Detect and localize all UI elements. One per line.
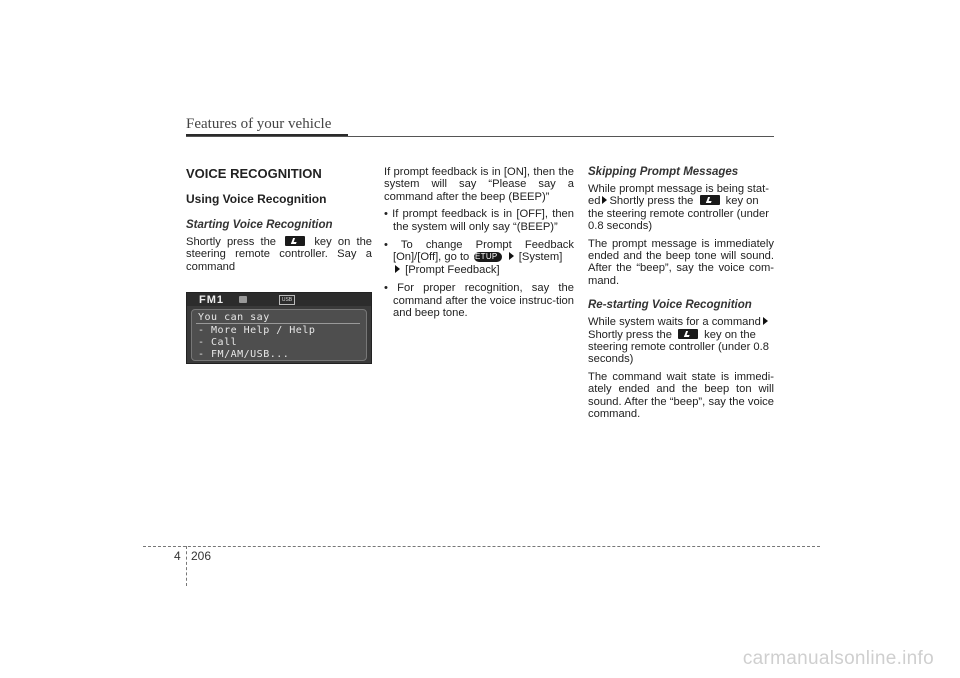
arrow-right-icon xyxy=(509,252,514,260)
restarting-result-paragraph: The command wait state is immedi-ately ended and the beep ton will sound. After the “beep”, say the voice command. xyxy=(588,370,774,421)
arrow-right-icon xyxy=(602,196,607,204)
topic-heading-starting: Starting Voice Recognition xyxy=(186,219,333,231)
column-1 xyxy=(186,166,372,278)
text-fragment: Shortly press the xyxy=(609,195,694,208)
footer-rule xyxy=(143,546,820,547)
watermark: carmanualsonline.info xyxy=(742,648,934,669)
text-fragment: [Prompt Feedback] xyxy=(405,263,500,276)
display-screen-image xyxy=(186,292,372,364)
bullet-item: • For proper recognition, say the command after the voice instruc-tion and beep tone. xyxy=(384,282,574,320)
text-fragment: Shortly press the xyxy=(186,236,277,248)
starting-paragraph xyxy=(186,236,372,273)
text-fragment: While prompt message is being stat-ed xyxy=(588,183,769,208)
screen-band-label: FM1 xyxy=(199,294,224,306)
screen-divider xyxy=(196,323,360,324)
prompt-feedback-paragraph: If prompt feedback is in [ON], then the system will say “Please say a command after the beep (BEEP)” xyxy=(384,166,574,203)
page-header-title: Features of your vehicle xyxy=(186,116,332,132)
arrow-right-icon xyxy=(395,265,400,273)
subsection-heading: Using Voice Recognition xyxy=(186,192,327,206)
column-3 xyxy=(588,166,774,426)
bullet-item: • If prompt feedback is in [OFF], then the system will only say “(BEEP)” xyxy=(384,208,574,233)
text-fragment: key on the steering remote controller (under 0.8 seconds) xyxy=(588,195,769,233)
screen-message-panel xyxy=(191,309,367,361)
text-fragment: • To change Prompt Feedback [On]/[Off], go to xyxy=(384,239,574,264)
text-fragment: While system waits for a command xyxy=(588,316,761,329)
section-heading: VOICE RECOGNITION xyxy=(186,166,322,181)
screen-line: You can say xyxy=(198,312,270,323)
screen-line: - Call xyxy=(198,337,238,348)
column-2 xyxy=(384,166,574,325)
footer-vertical-rule xyxy=(186,546,187,586)
header-rule xyxy=(186,136,774,137)
talk-key-icon xyxy=(678,329,698,339)
restarting-paragraph xyxy=(588,316,774,366)
screen-line: - FM/AM/USB... xyxy=(198,349,290,360)
skipping-paragraph xyxy=(588,183,774,233)
text-fragment: Shortly press the xyxy=(588,328,672,341)
chapter-number: 4 xyxy=(174,549,181,563)
page-number: 206 xyxy=(191,549,212,563)
skipping-result-paragraph: The prompt message is immediately ended and the beep tone will sound. After the “beep”, say the voice com-mand. xyxy=(588,237,774,287)
text-fragment: key on the steering remote controller. Say a command xyxy=(186,236,373,273)
topic-heading-restarting: Re-starting Voice Recognition xyxy=(588,299,752,312)
bullet-item xyxy=(384,239,574,276)
screen-status-icon xyxy=(239,296,247,303)
topic-heading-skipping: Skipping Prompt Messages xyxy=(588,166,739,178)
screen-usb-icon: USB xyxy=(279,295,295,305)
setup-key-icon: SETUP xyxy=(474,252,501,262)
screen-line: - More Help / Help xyxy=(198,325,316,336)
arrow-right-icon xyxy=(763,317,768,325)
text-fragment: [System] xyxy=(518,251,563,264)
text-fragment: key on the steering remote controller (under 0.8 seconds) xyxy=(588,328,769,366)
talk-key-icon xyxy=(285,236,305,246)
talk-key-icon xyxy=(700,195,720,205)
